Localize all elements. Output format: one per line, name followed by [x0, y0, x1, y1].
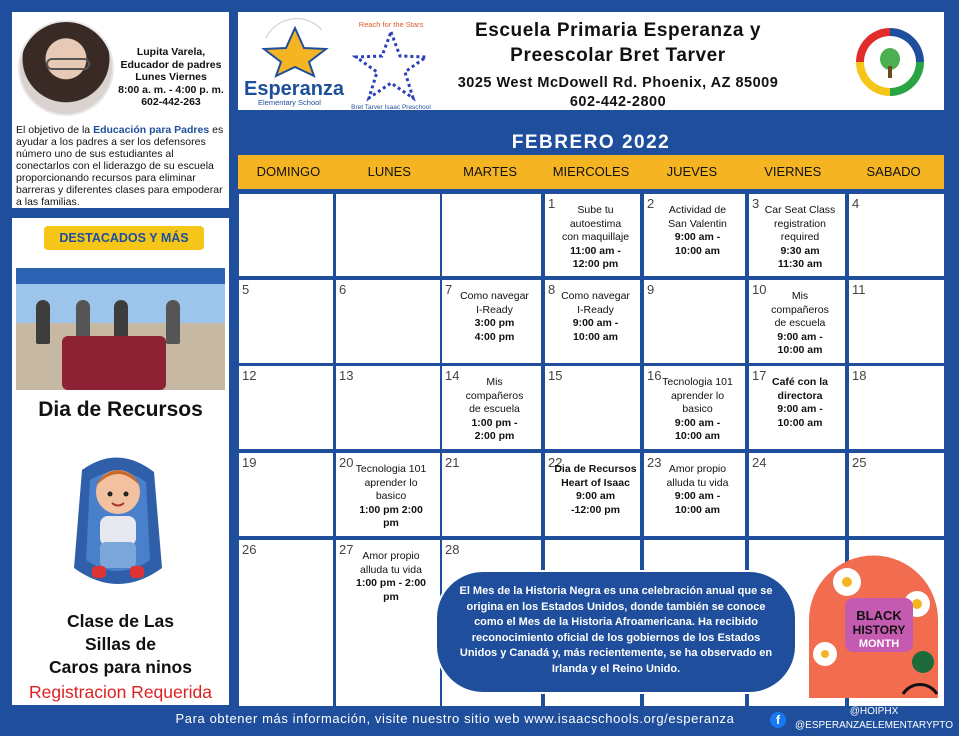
calendar-day-cell [336, 453, 440, 536]
event-title-line: compañeros [465, 389, 524, 402]
event-title-line: required [780, 231, 820, 243]
day-number: 19 [242, 455, 257, 470]
bhm-art-line1: BLACK [856, 608, 902, 623]
event-title-line: basico [375, 490, 407, 502]
weekday-monday: LUNES [367, 164, 411, 179]
person-figure [36, 300, 50, 344]
avatar [18, 20, 114, 116]
event-title-line: con maquillaje [561, 231, 630, 243]
class-title-line: Clase de Las [67, 611, 174, 631]
glasses-icon [46, 58, 90, 70]
calendar-event [757, 204, 843, 272]
day-number: 17 [752, 368, 767, 383]
day-number: 27 [339, 542, 354, 557]
social-handle[interactable]: @ESPERANZAELEMENTARYPTO [795, 720, 953, 731]
day-number: 22 [548, 455, 563, 470]
day-number: 20 [339, 455, 354, 470]
parent-educator-panel [12, 12, 229, 208]
day-number: 7 [445, 282, 453, 297]
calendar-day-cell [849, 366, 944, 449]
day-number: 12 [242, 368, 257, 383]
event-title-line: I-Ready [476, 303, 513, 316]
event-title-line: Mis [486, 376, 503, 388]
weekday-sunday: DOMINGO [256, 164, 321, 179]
footer-info: Para obtener más información, visite nuestro sitio web www.isaacschools.org/esperanza [175, 711, 735, 726]
event-time: 9:30 am [780, 244, 820, 257]
calendar-day-cell [849, 280, 944, 363]
event-title-line: autoestima [569, 217, 622, 230]
calendar-event [553, 204, 638, 272]
event-time: 9:00 am - [674, 231, 721, 243]
school-address [434, 74, 802, 112]
educator-name: Lupita Varela, [136, 46, 206, 58]
address-line: 3025 West McDowell Rd. Phoenix, AZ 85009 [457, 75, 779, 91]
event-title-line: Como navegar [460, 290, 529, 302]
event-time: 11:30 am [777, 258, 823, 270]
day-number: 10 [752, 282, 767, 297]
day-number: 9 [647, 282, 655, 297]
event-time: pm [383, 517, 399, 529]
event-time: 10:00 am [675, 244, 720, 257]
star-icon [242, 16, 348, 78]
calendar-event [652, 463, 743, 517]
calendar-day-cell [644, 194, 745, 276]
social-handles [790, 705, 958, 733]
event-title-line: Dia de Recursos [554, 463, 637, 475]
day-number: 3 [752, 196, 760, 211]
event-title-line: compañeros [771, 303, 829, 316]
event-time: 11:00 am - [570, 244, 621, 257]
day-number: 8 [548, 282, 556, 297]
weekday-thursday: JUEVES [666, 164, 718, 179]
day-number: 28 [445, 542, 460, 557]
description-rest: es ayudar a los padres a ser los defensores número uno de sus estudiantes al conectarlos con el liderazgo de su escuela proporcionando recursos para eliminar barreras y diferentes clases para empoderar a las familias. [16, 124, 224, 208]
event-time: 2:00 pm [474, 430, 515, 442]
calendar-event [344, 463, 438, 531]
calendar-day-cell [749, 280, 845, 363]
district-logo-inner [864, 36, 916, 88]
star-cluster-icon [350, 30, 432, 104]
calendar-event [553, 290, 638, 344]
day-number: 1 [548, 196, 556, 211]
day-number: 6 [339, 282, 347, 297]
event-title-line: Amor propio [668, 463, 727, 475]
day-number: 5 [242, 282, 250, 297]
child-car-seat-icon [62, 450, 174, 606]
car-seat-class-title [12, 610, 229, 679]
event-time: 1:00 pm - [471, 416, 518, 429]
educator-days: Lunes Viernes [135, 71, 207, 83]
event-time: 9:00 am [575, 490, 616, 502]
calendar-day-cell [749, 194, 845, 276]
event-title-line: Mis [791, 290, 809, 302]
event-time: 10:00 am [573, 330, 618, 343]
contact-info [116, 46, 226, 109]
calendar-day-cell [442, 194, 541, 276]
bret-tarver-slogan: Reach for the Stars [358, 20, 424, 29]
educator-role: Educador de padres [120, 58, 222, 71]
calendar-day-cell [545, 194, 640, 276]
event-title-line: alluda tu vida [666, 476, 729, 489]
event-title-line: Tecnologia 101 [355, 463, 427, 475]
weekday-friday: VIERNES [764, 164, 822, 179]
calendar-event [553, 463, 638, 517]
event-time: pm [383, 590, 399, 603]
calendar-day-cell [644, 453, 745, 536]
event-time: 9:00 am - [674, 416, 721, 429]
day-number: 23 [647, 455, 662, 470]
weekday-saturday: SABADO [866, 164, 921, 179]
highlights-panel [12, 218, 229, 705]
day-number: 18 [852, 368, 867, 383]
event-time: -12:00 pm [570, 503, 621, 516]
calendar-day-cell [545, 366, 640, 449]
event-title-line: San Valentin [668, 217, 727, 230]
day-number: 16 [647, 368, 662, 383]
event-title-line: I-Ready [577, 303, 614, 316]
event-time: 9:00 am - [777, 403, 823, 415]
day-number: 24 [752, 455, 767, 470]
calendar-day-cell [239, 280, 333, 363]
weekday-wednesday: MIERCOLES [552, 164, 630, 179]
event-title-line: Sube tu [577, 204, 614, 216]
event-time: 9:00 am - [572, 317, 619, 329]
calendar-event [344, 550, 438, 604]
event-title-line: basico [682, 403, 713, 415]
calendar-day-cell [336, 280, 440, 363]
black-history-month-info: El Mes de la Historia Negra es una celebración anual que se origina en los Estados Unidos, donde también se conoce como el Mes de la Historia Afroamericana. Ha recibido reconocimiento oficial de los gobiernos de los Estados Unidos y Canadá y, más recientemente, se ha observado en Irlanda y el Reino Unido. [435, 570, 797, 694]
resource-day-photo [16, 268, 225, 390]
person-figure [166, 300, 180, 344]
description-start: El objetivo de la [16, 124, 94, 136]
calendar-day-cell [239, 453, 333, 536]
event-title-line: aprender lo [364, 476, 418, 489]
educator-phone: 602-442-263 [141, 96, 201, 108]
school-header [238, 12, 944, 110]
bret-tarver-logo [350, 16, 432, 111]
registration-required-note: Registracion Requerida [29, 682, 212, 702]
display-table [62, 336, 166, 390]
event-title-line: Café con la [771, 376, 829, 388]
calendar-day-cell [749, 366, 845, 449]
school-phone: 602-442-2800 [569, 94, 667, 110]
school-title [434, 18, 802, 68]
calendar-day-cell [336, 366, 440, 449]
calendar-event [450, 290, 539, 344]
calendar-day-cell [336, 194, 440, 276]
weekday-tuesday: MARTES [463, 164, 518, 179]
educator-hours: 8:00 a. m. - 4:00 p. m. [118, 83, 224, 96]
event-time: 3:00 pm [474, 317, 515, 329]
black-history-month-art [805, 554, 942, 698]
calendar-day-cell [749, 453, 845, 536]
calendar-month-title: FEBRERO 2022 [511, 132, 671, 153]
event-time: 9:00 am - [777, 330, 823, 343]
day-number: 11 [852, 282, 866, 297]
calendar-day-cell [442, 366, 541, 449]
calendar-day-cell [545, 280, 640, 363]
calendar-event [757, 290, 843, 358]
event-title-line: aprender lo [670, 389, 725, 402]
tree-trunk [888, 66, 892, 78]
program-name: Educación para Padres [93, 124, 210, 136]
calendar-day-cell [849, 453, 944, 536]
calendar-day-cell [644, 366, 745, 449]
calendar-event [652, 376, 743, 444]
district-logo [856, 28, 924, 96]
esperanza-logo [242, 16, 348, 106]
class-title-line: Sillas de [84, 634, 156, 654]
social-handle[interactable]: @HOIPHX [849, 706, 899, 717]
day-number: 4 [852, 196, 860, 211]
calendar-day-cell [442, 453, 541, 536]
school-title-line: Preescolar Bret Tarver [510, 45, 726, 66]
event-time: 1:00 pm - 2:00 [355, 577, 427, 589]
weekday-header-row [238, 155, 944, 189]
highlights-badge: DESTACADOS Y MÁS [44, 226, 204, 250]
day-number: 21 [445, 455, 460, 470]
calendar-day-cell [442, 280, 541, 363]
day-number: 15 [548, 368, 563, 383]
class-title-line: Caros para ninos [49, 657, 192, 677]
calendar-day-cell [239, 540, 333, 706]
esperanza-name: Esperanza [244, 78, 345, 100]
esperanza-subtitle: Elementary School [258, 98, 321, 107]
calendar-day-cell [239, 194, 333, 276]
program-description [16, 124, 226, 208]
event-time: 10:00 am [675, 430, 720, 442]
event-title-line: registration [774, 217, 826, 230]
event-title-line: Car Seat Class [764, 204, 836, 216]
day-number: 2 [647, 196, 655, 211]
event-title-line: Actividad de [668, 204, 727, 216]
event-title-line: alluda tu vida [360, 563, 422, 576]
day-number: 26 [242, 542, 257, 557]
event-title-line: Heart of Isaac [561, 476, 630, 489]
event-time: 9:00 am - [674, 490, 721, 502]
event-time: 10:00 am [777, 416, 823, 429]
calendar-day-cell [336, 540, 440, 706]
facebook-icon[interactable]: f [770, 712, 786, 728]
calendar-day-cell [545, 453, 640, 536]
event-time: 10:00 am [777, 344, 823, 356]
day-number: 14 [445, 368, 460, 383]
event-title-line: Como navegar [561, 290, 630, 302]
event-title-line: Amor propio [362, 550, 420, 562]
event-title-line: de escuela [469, 403, 520, 415]
event-time: 1:00 pm 2:00 [359, 503, 423, 516]
event-time: 4:00 pm [474, 330, 515, 343]
event-title-line: de escuela [774, 317, 826, 329]
tent-canopy [16, 268, 225, 284]
calendar-day-cell [849, 194, 944, 276]
calendar-event [757, 376, 843, 430]
bhm-art-line3: MONTH [858, 638, 900, 650]
event-time: 12:00 pm [572, 258, 619, 270]
event-time: 10:00 am [675, 503, 720, 516]
calendar-day-cell [644, 280, 745, 363]
calendar-day-cell [239, 366, 333, 449]
school-title-line: Escuela Primaria Esperanza y [474, 20, 762, 41]
calendar-event [652, 204, 743, 258]
day-number: 25 [852, 455, 867, 470]
event-title-line: directora [777, 389, 823, 402]
event-title-line: Tecnologia 101 [662, 376, 733, 388]
bret-tarver-name: Bret Tarver Isaac Preschool [351, 104, 431, 111]
day-number: 13 [339, 368, 354, 383]
resource-day-title: Dia de Recursos [38, 398, 203, 421]
calendar-event [450, 376, 539, 444]
bhm-art-line2: HISTORY [852, 623, 906, 637]
